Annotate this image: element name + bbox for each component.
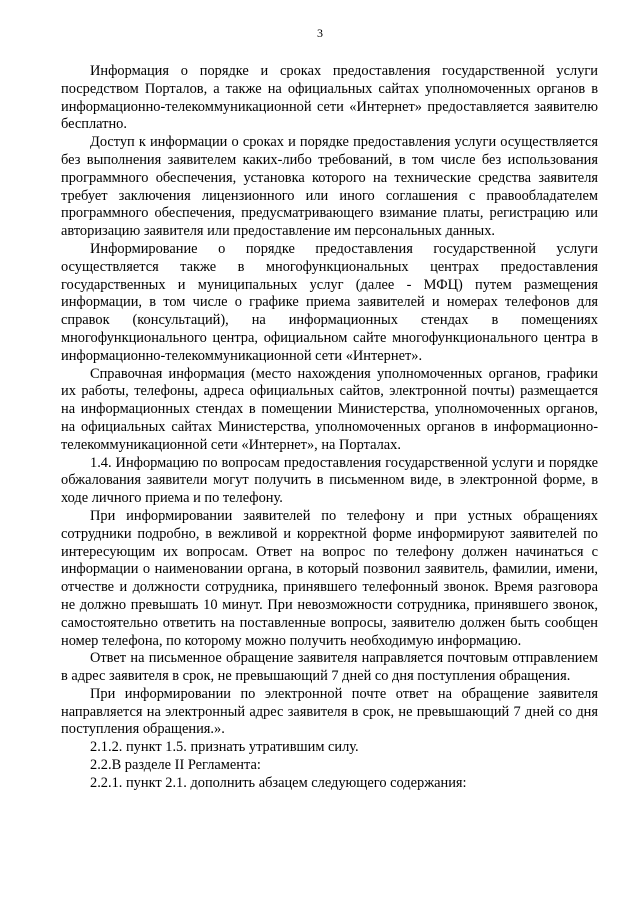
paragraph-portal-info: Информация о порядке и сроках предоставления государственной услуги посредством Порталов, а также на официальных сайтах уполномоченных органов в информационно-телекоммуникационной сети «Интернет» предоставляется заявителю бесплатно. xyxy=(61,63,598,133)
paragraph-reference-info: Справочная информация (место нахождения уполномоченных органов, графики их работы, телефоны, адреса официальных сайтов, электронной почты) размещается на информационных стендах в помещении Министерства, уполномоченных органов, на официальных сайтах Министерства, уполномоченных органов в информационно-телекоммуникационной сети «Интернет», на Порталах. xyxy=(61,365,598,453)
paragraph-item-2-2-1: 2.2.1. пункт 2.1. дополнить абзацем следующего содержания: xyxy=(90,774,467,791)
paragraph-email-reply: При информировании по электронной почте ответ на обращение заявителя направляется на электронный адрес заявителя в срок, не превышающий 7 дней со дня поступления обращения.». xyxy=(61,685,598,738)
document-body xyxy=(61,63,598,793)
paragraph-item-1-4: 1.4. Информацию по вопросам предоставления государственной услуги и порядке обжалования заявители могут получить в письменном виде, в электронной форме, в ходе личного приема и по телефону. xyxy=(61,454,598,507)
page-number: 3 xyxy=(317,26,323,40)
paragraph-phone-info: При информировании заявителей по телефону и при устных обращениях сотрудники подробно, в вежливой и корректной форме информируют заявителей по интересующим их вопросам. Ответ на вопрос по телефону должен начинаться с информации о наименовании органа, в который позвонил заявитель, фамилии, имени, отчестве и должности сотрудника, принявшего телефонный звонок. Время разговора не должно превышать 10 минут. При невозможности сотрудника, принявшего звонок, самостоятельно ответить на поставленные вопросы, заявителю должен быть сообщен номер телефона, по которому можно получить необходимую информацию. xyxy=(61,507,598,649)
paragraph-item-2-1-2: 2.1.2. пункт 1.5. признать утратившим силу. xyxy=(90,739,359,756)
paragraph-access-info: Доступ к информации о сроках и порядке предоставления услуги осуществляется без выполнения заявителем каких-либо требований, в том числе без использования программного обеспечения, установка которого на технические средства заявителя требует заключения лицензионного или иного соглашения с правообладателем программного обеспечения, предусматривающего взимание платы, регистрацию или авторизацию заявителя или предоставление им персональных данных. xyxy=(61,134,598,240)
paragraph-written-reply: Ответ на письменное обращение заявителя направляется почтовым отправлением в адрес заявителя в срок, не превышающий 7 дней со дня поступления обращения. xyxy=(61,650,598,685)
paragraph-mfc-info: Информирование о порядке предоставления государственной услуги осуществляется также в многофункциональных центрах предоставления государственных и муниципальных услуг (далее - МФЦ) путем размещения информации, в том числе о графике приема заявителей и номерах телефонов для справок (консультаций), на информационных стендах в помещениях многофункционального центра, официальном сайте многофункционального центра в информационно-телекоммуникационной сети «Интернет». xyxy=(61,240,598,364)
paragraph-item-2-2: 2.2.В разделе II Регламента: xyxy=(90,757,261,774)
